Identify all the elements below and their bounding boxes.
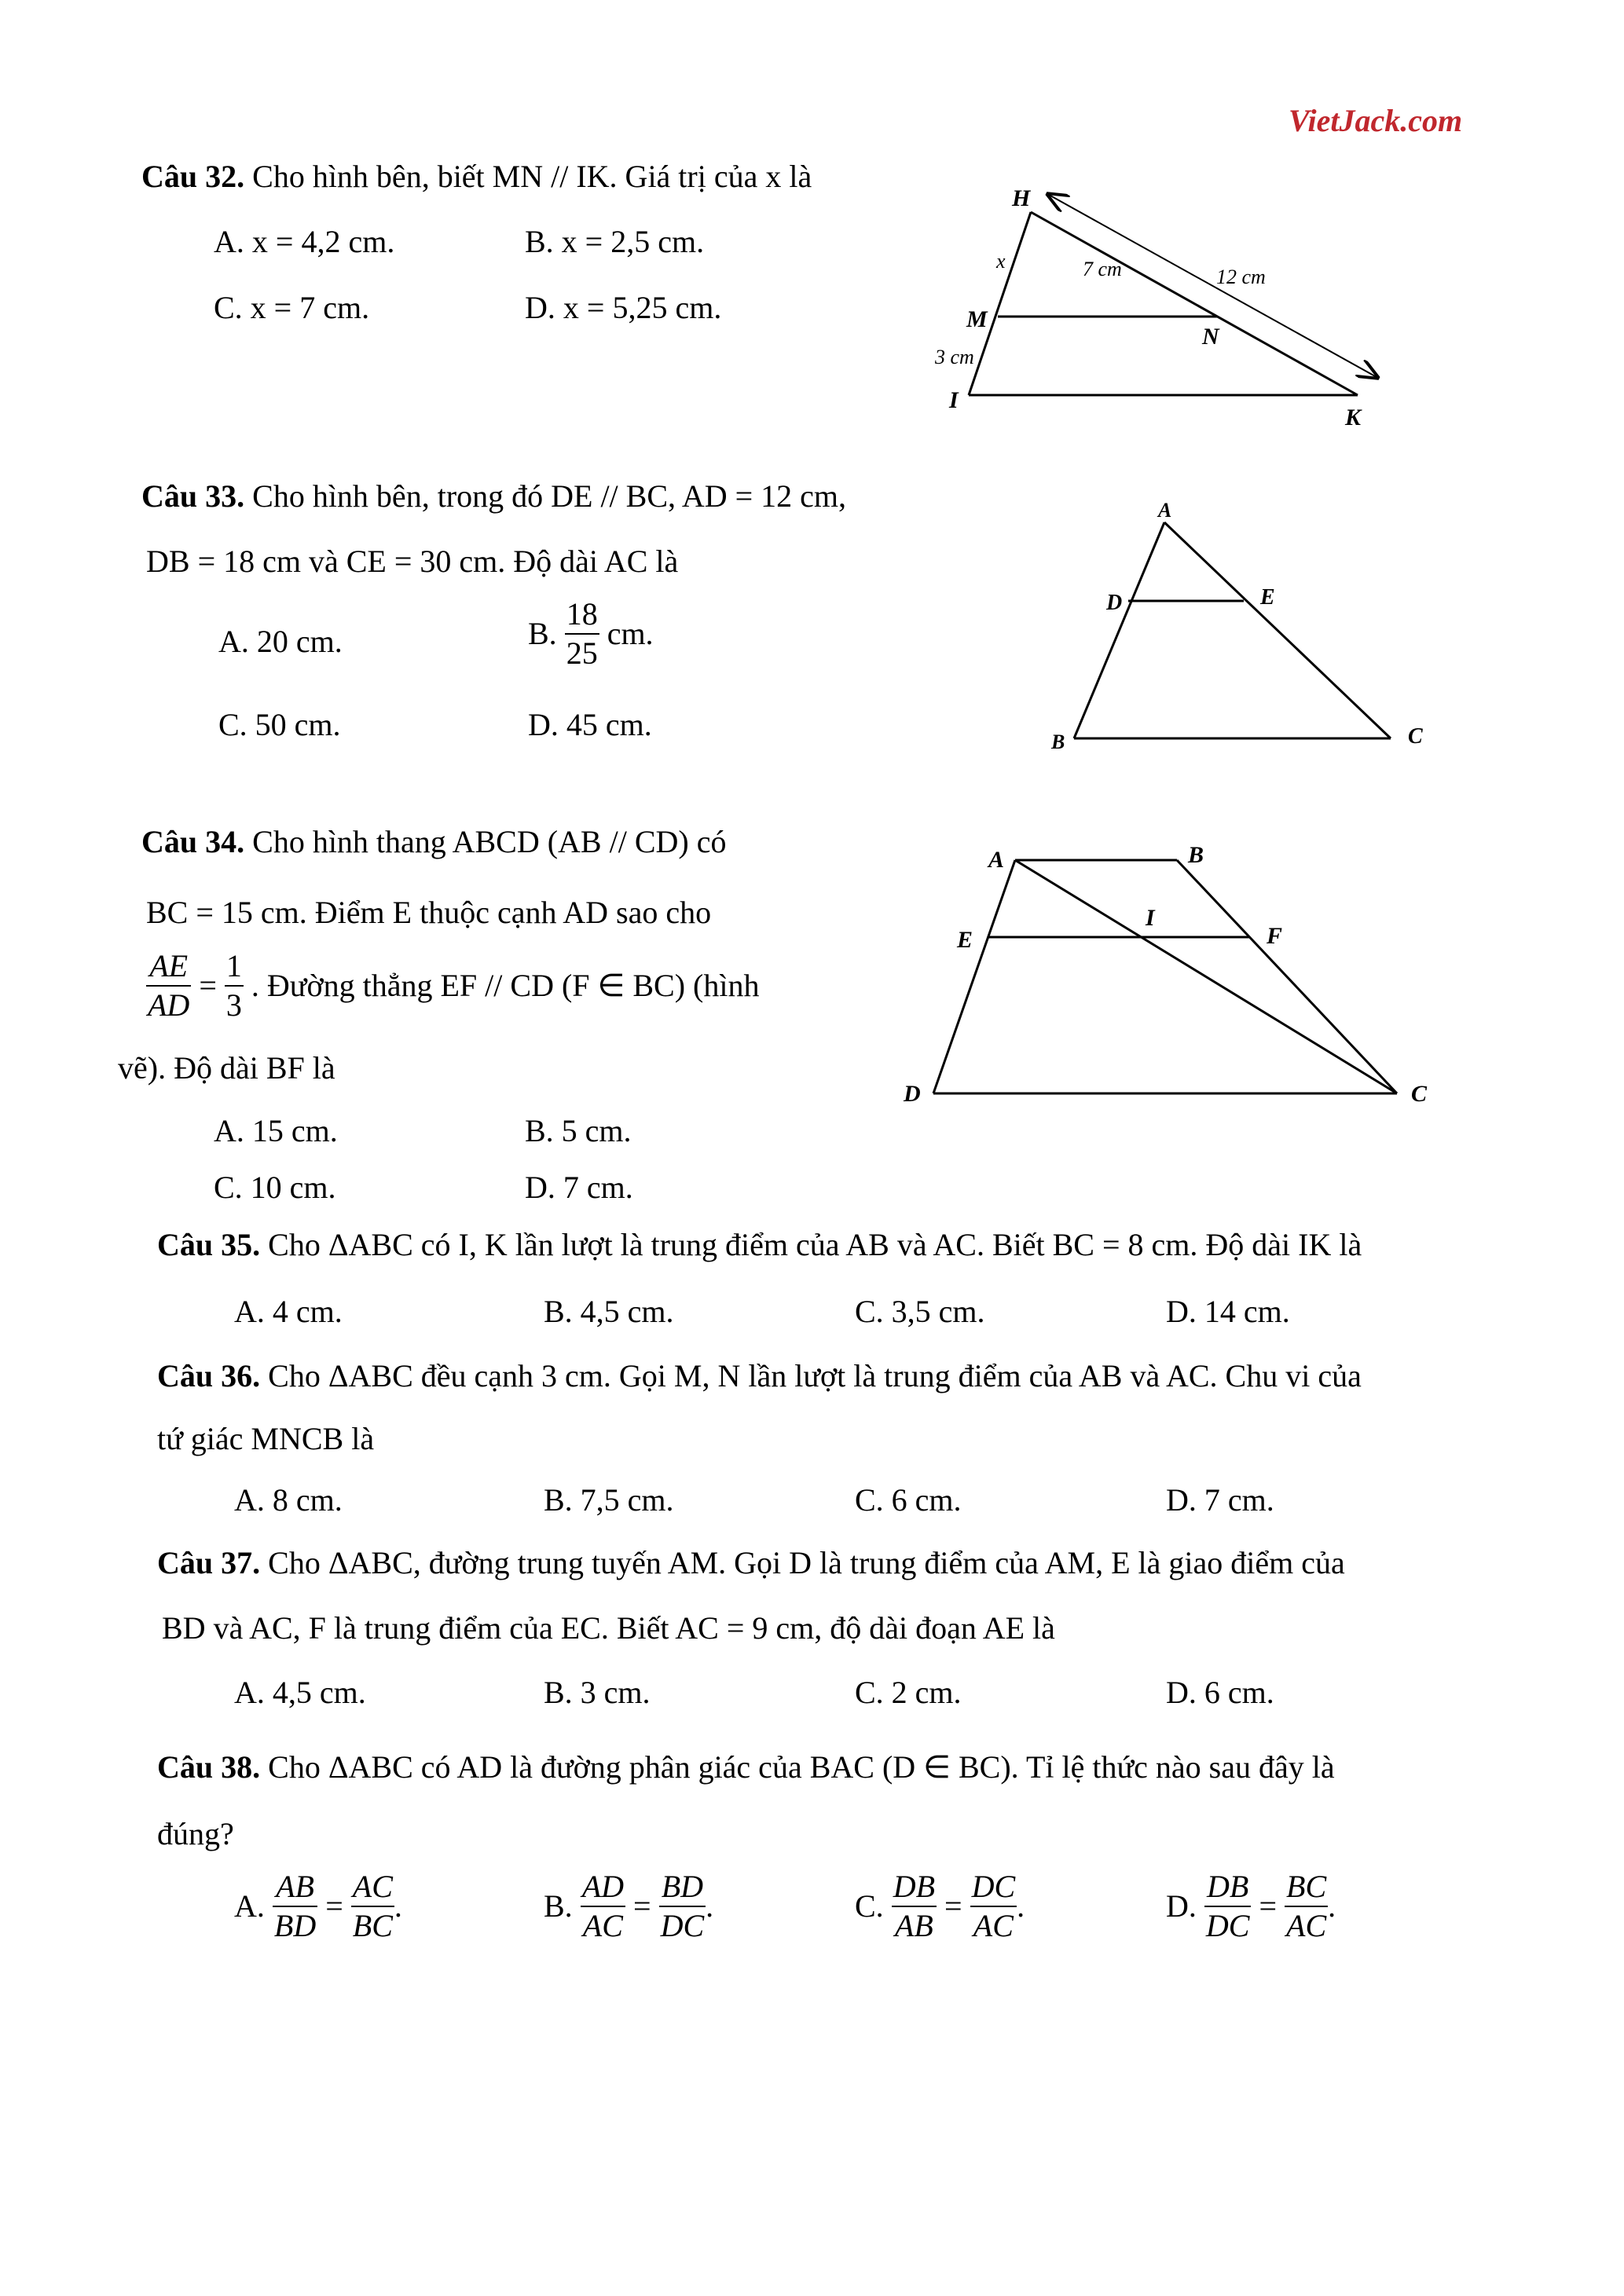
q35-stem-line [157,1229,1362,1261]
q38-option-a-num-1: AB [276,1869,314,1904]
q32-option-a: A. x = 4,2 cm. [214,224,395,259]
q33-label-b: B [1051,731,1065,753]
q33-option-c: C. 50 cm. [218,707,341,742]
brand-logo-text: VietJack.com [1289,103,1463,138]
q37-stem-1: Cho ΔABC, đường trung tuyến AM. Gọi D là trung điểm của AM, E là giao điểm của [268,1545,1345,1580]
q36-stem-1: Cho ΔABC đều cạnh 3 cm. Gọi M, N lần lượt là trung điểm của AB và AC. Chu vi của [268,1358,1362,1393]
q38-option-a-num-2: AC [352,1869,393,1904]
q37-stem-line1 [157,1547,1345,1579]
q33-option-b-denominator: 25 [566,635,598,671]
q38-option-c-den-1: AB [894,1908,933,1943]
q38-option-b-den-2: DC [660,1908,705,1943]
q38-option-c: C. $\frac{DB}{AB}$ = $\frac{DC}{AC}$ . [855,1869,1025,1943]
q34-label-f: F [1267,923,1283,949]
q34-value-numerator: 1 [225,948,242,983]
q34-option-d: D. 7 cm. [525,1170,633,1205]
q36-option-d: D. 7 cm. [1166,1482,1274,1518]
q34-fraction-numerator: AE [149,948,189,983]
q32-label-n: N [1202,324,1219,350]
q37-option-b: B. 3 cm. [544,1675,651,1710]
q34-option-b: B. 5 cm. [525,1113,632,1148]
q36-title: Câu 36. [157,1358,261,1393]
q35-option-a: A. 4 cm. [234,1294,343,1329]
q33-option-a: A. 20 cm. [218,624,343,659]
q38-option-b: B. $\frac{AD}{AC}$ = $\frac{BD}{DC}$ . [544,1869,714,1943]
q37-title: Câu 37. [157,1545,261,1580]
q38-option-d-fraction-1 [1204,1869,1252,1943]
q35-option-b: B. 4,5 cm. [544,1294,674,1329]
q32-label-h: H [1012,185,1031,211]
q38-option-d-label: D. [1166,1888,1197,1924]
q38-option-a: A. $\frac{AB}{BD}$ = $\frac{AC}{BC}$ . [234,1869,402,1943]
q38-option-b-num-2: BD [661,1869,704,1904]
q32-label-i: I [949,387,959,413]
q34-label-b: B [1188,842,1204,868]
q36-option-c: C. 6 cm. [855,1482,962,1518]
q33-option-d: D. 45 cm. [528,707,652,742]
q33-label-a: A [1158,499,1172,522]
q38-option-c-label: C. [855,1888,884,1924]
q34-label-e: E [957,927,973,953]
q36-stem-line1 [157,1360,1362,1392]
q34-stem-1: Cho hình thang ABCD (AB // CD) có [252,824,727,859]
q35-stem: Cho ΔABC có I, K lần lượt là trung điểm của AB và AC. Biết BC = 8 cm. Độ dài IK là [268,1227,1362,1262]
q33-label-e: E [1260,585,1275,610]
q33-option-b-label: B. [528,616,557,651]
q38-option-c-num-1: DB [893,1869,936,1904]
q38-option-c-num-2: DC [971,1869,1016,1904]
q33-label-c: C [1408,724,1423,749]
q34-label-c: C [1411,1081,1428,1107]
q38-option-a-label: A. [234,1888,265,1924]
q32-label-12cm: 12 cm [1216,265,1266,288]
q38-option-a-den-1: BD [273,1908,317,1943]
q34-stem-line4: vẽ). Độ dài BF là [118,1050,335,1086]
q32-option-b: B. x = 2,5 cm. [525,224,705,259]
q38-stem-line1 [157,1749,1335,1785]
q38-option-b-label: B. [544,1888,573,1924]
q34-fraction-denominator: AD [148,987,190,1023]
q34-label-d: D [904,1081,921,1107]
q33-stem-line2: DB = 18 cm và CE = 30 cm. Độ dài AC là [146,544,679,579]
q38-option-d-fraction-2 [1285,1869,1328,1943]
q32-stem: Cho hình bên, biết MN // IK. Giá trị của x là [252,159,812,194]
q38-option-b-fraction-1 [581,1869,625,1943]
q35-title: Câu 35. [157,1227,261,1262]
q34-side-bc [1177,860,1397,1093]
q34-value-denominator: 3 [225,987,242,1023]
q33-label-d: D [1106,591,1123,615]
q37-option-a: A. 4,5 cm. [234,1675,366,1710]
q36-option-a: A. 8 cm. [234,1482,343,1518]
q32-option-d: D. x = 5,25 cm. [525,290,722,325]
q38-option-c-fraction-2 [970,1869,1017,1943]
q32-label-k: K [1345,405,1362,430]
q32-label-x: x [996,250,1006,273]
q37-stem-line2: BD và AC, F là trung điểm của EC. Biết AC = 9 cm, độ dài đoạn AE là [162,1610,1055,1646]
q38-option-b-fraction-2 [659,1869,706,1943]
q33-stem-1: Cho hình bên, trong đó DE // BC, AD = 12 cm, [252,478,847,514]
q37-option-d: D. 6 cm. [1166,1675,1274,1710]
q34-option-c: C. 10 cm. [214,1170,336,1205]
q36-option-b: B. 7,5 cm. [544,1482,674,1518]
q38-option-b-den-1: AC [582,1908,623,1943]
q38-option-a-fraction-2 [351,1869,394,1943]
q38-option-c-fraction-1 [892,1869,937,1943]
q32-label-7cm: 7 cm [1083,258,1122,280]
q38-stem-1: Cho ΔABC có AD là đường phân giác của BAC (D ∈ BC). Tỉ lệ thức nào sau đây là [268,1749,1335,1785]
q34-label-i: I [1146,905,1155,931]
q38-title: Câu 38. [157,1749,261,1785]
q38-option-d-den-1: DC [1205,1908,1250,1943]
q36-stem-line2: tứ giác MNCB là [157,1421,375,1456]
q38-option-d-num-2: BC [1286,1869,1327,1904]
q33-title: Câu 33. [141,478,245,514]
q34-diagonal-ac [1015,860,1397,1093]
q32-title: Câu 32. [141,159,245,194]
q38-option-a-fraction-1 [273,1869,317,1943]
q34-stem-line2: BC = 15 cm. Điểm E thuộc cạnh AD sao cho [146,895,712,930]
q38-option-a-den-2: BC [352,1908,393,1943]
q34-title: Câu 34. [141,824,245,859]
q34-side-ad [933,860,1015,1093]
q33-option-b-unit: cm. [607,616,654,651]
q32-label-m: M [966,306,988,332]
q38-option-d: D. $\frac{DB}{DC}$ = $\frac{BC}{AC}$ . [1166,1869,1336,1943]
q35-option-d: D. 14 cm. [1166,1294,1290,1329]
q35-option-c: C. 3,5 cm. [855,1294,985,1329]
q38-option-c-den-2: AC [973,1908,1014,1943]
q37-option-c: C. 2 cm. [855,1675,962,1710]
q34-equals: = [199,968,217,1003]
q32-option-c: C. x = 7 cm. [214,290,370,325]
q34-stem-3-rest: . Đường thẳng EF // CD (F ∈ BC) (hình [251,968,760,1003]
q38-stem-line2: đúng? [157,1816,234,1851]
q38-option-b-num-1: AD [581,1869,625,1904]
q34-label-a: A [988,847,1005,873]
q38-option-d-num-1: DB [1207,1869,1249,1904]
q38-option-d-den-2: AC [1286,1908,1327,1943]
q32-label-3cm: 3 cm [935,346,974,368]
q34-option-a: A. 15 cm. [214,1113,338,1148]
q33-option-b-numerator: 18 [566,596,598,632]
